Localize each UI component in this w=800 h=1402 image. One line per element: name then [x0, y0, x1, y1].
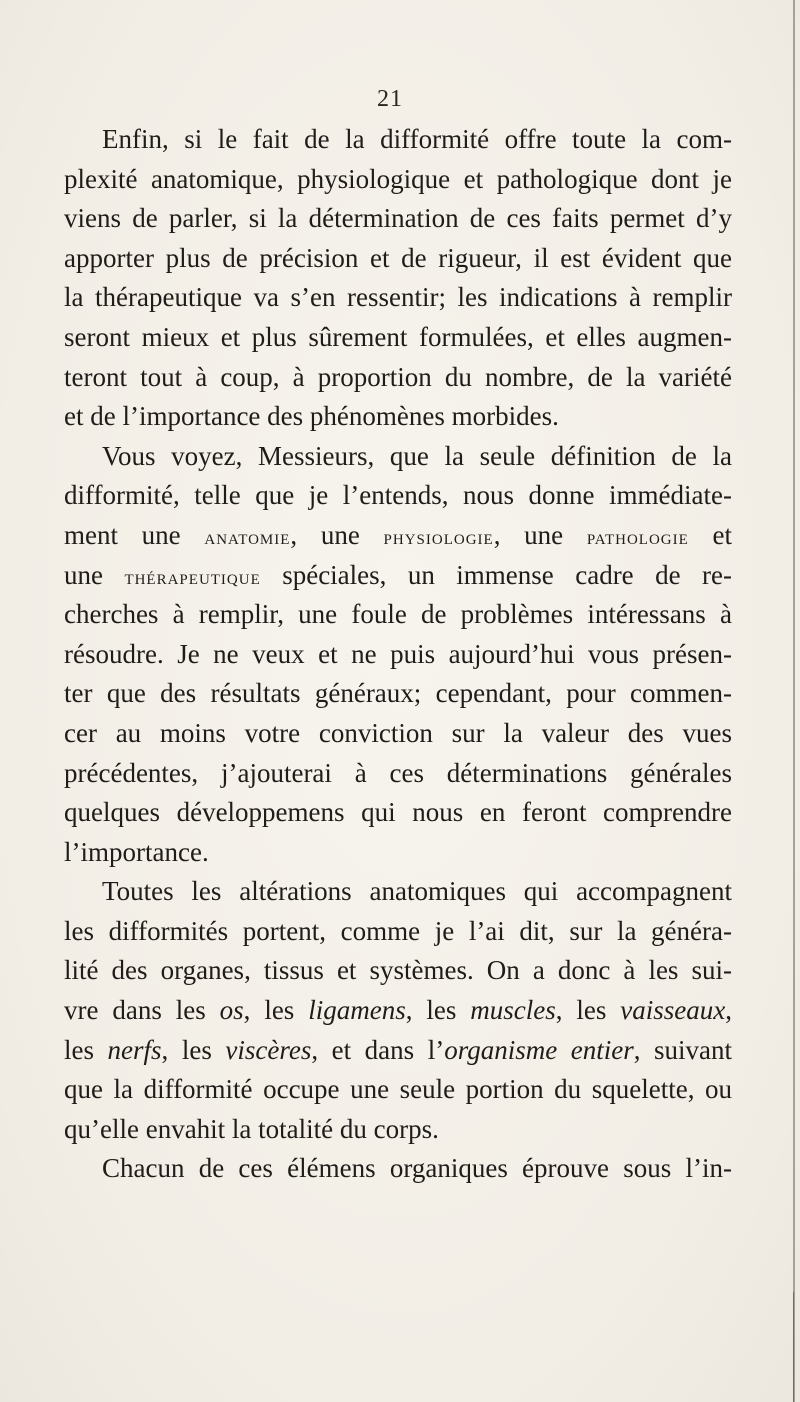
- italic-nerfs: nerfs: [107, 1034, 162, 1065]
- text-span: , suivant: [633, 1034, 732, 1065]
- body-text: [64, 120, 732, 1189]
- text-span: , et dans l’: [311, 1034, 445, 1065]
- text-line-7: teront tout à coup, à proportion du nombre, de la variété: [64, 361, 732, 392]
- italic-ligamens: ligamens: [308, 995, 406, 1026]
- small-caps-therapeutique: thérapeutique: [124, 563, 261, 589]
- text-line-27: Chacun de ces élémens organiques éprouve sous l’in-: [102, 1153, 732, 1184]
- text-line-21: les difformités portent, comme je l’ai dit, sur la généra-: [64, 915, 732, 946]
- small-caps-physiologie: physiologie: [383, 523, 494, 549]
- text-line-19: l’importance.: [64, 836, 209, 867]
- page-edge-shadow: [793, 0, 795, 1402]
- text-line-25: que la difformité occupe une seule portion du squelette, ou: [64, 1074, 732, 1105]
- small-caps-pathologie: pathologie: [586, 523, 689, 549]
- text-span: et: [688, 519, 732, 550]
- text-line-20: Toutes les altérations anatomiques qui accompagnent: [102, 876, 732, 907]
- text-span: ment une: [64, 519, 205, 550]
- text-span: , une: [290, 519, 384, 550]
- text-line-18: quelques développemens qui nous en feront comprendre: [64, 797, 732, 828]
- text-span: vre dans les: [64, 995, 220, 1026]
- text-line-12: [64, 556, 732, 596]
- text-line-22: lité des organes, tissus et systèmes. On a donc à les sui-: [64, 955, 732, 986]
- text-span: les: [64, 1034, 108, 1065]
- text-line-1: Enfin, si le fait de la difformité offre toute la com-: [102, 124, 732, 154]
- italic-os: os: [219, 995, 244, 1026]
- text-line-4: apporter plus de précision et de rigueur, il est évident que: [64, 242, 732, 273]
- text-line-10: difformité, telle que je l’entends, nous donne immédiate-: [64, 480, 732, 511]
- text-line-13: cherches à remplir, une foule de problèmes intéressans à: [64, 599, 732, 630]
- text-span: , les: [243, 995, 309, 1026]
- text-span: , les: [405, 995, 471, 1026]
- page-edge-line: [793, 1292, 794, 1402]
- small-caps-anatomie: anatomie: [204, 523, 291, 549]
- text-span: une: [64, 559, 125, 590]
- text-line-26: qu’elle envahit la totalité du corps.: [64, 1113, 439, 1144]
- text-line-5: la thérapeutique va s’en ressentir; les indications à remplir: [64, 282, 732, 313]
- text-span: , une: [493, 519, 587, 550]
- text-line-6: seront mieux et plus sûrement formulées, et elles augmen-: [64, 321, 732, 352]
- italic-vaisseaux: vaisseaux: [620, 995, 726, 1026]
- text-line-23: [64, 991, 732, 1031]
- text-span: , les: [555, 995, 621, 1026]
- text-line-14: résoudre. Je ne veux et ne puis aujourd’hui vous présen-: [64, 638, 732, 669]
- italic-visceres: viscères: [225, 1034, 312, 1065]
- text-line-2: plexité anatomique, physiologique et pathologique dont je: [64, 163, 732, 194]
- text-line-16: cer au moins votre conviction sur la valeur des vues: [64, 717, 732, 748]
- text-line-15: ter que des résultats généraux; cependant, pour commen-: [64, 678, 732, 709]
- text-line-17: précédentes, j’ajouterai à ces déterminations générales: [64, 757, 732, 788]
- page-number: 21: [377, 86, 403, 112]
- text-line-24: [64, 1031, 732, 1071]
- text-span: spéciales, un immense cadre de re-: [260, 559, 733, 590]
- text-line-9: Vous voyez, Messieurs, que la seule définition de la: [102, 440, 732, 471]
- text-line-3: viens de parler, si la détermination de ces faits permet d’y: [64, 203, 732, 234]
- italic-organisme-entier: organisme entier: [444, 1034, 634, 1065]
- text-span: , les: [161, 1034, 226, 1065]
- italic-muscles: muscles: [470, 995, 556, 1026]
- text-line-11: [64, 516, 732, 556]
- text-span: ,: [725, 995, 733, 1026]
- text-line-8: et de l’importance des phénomènes morbides.: [64, 401, 559, 432]
